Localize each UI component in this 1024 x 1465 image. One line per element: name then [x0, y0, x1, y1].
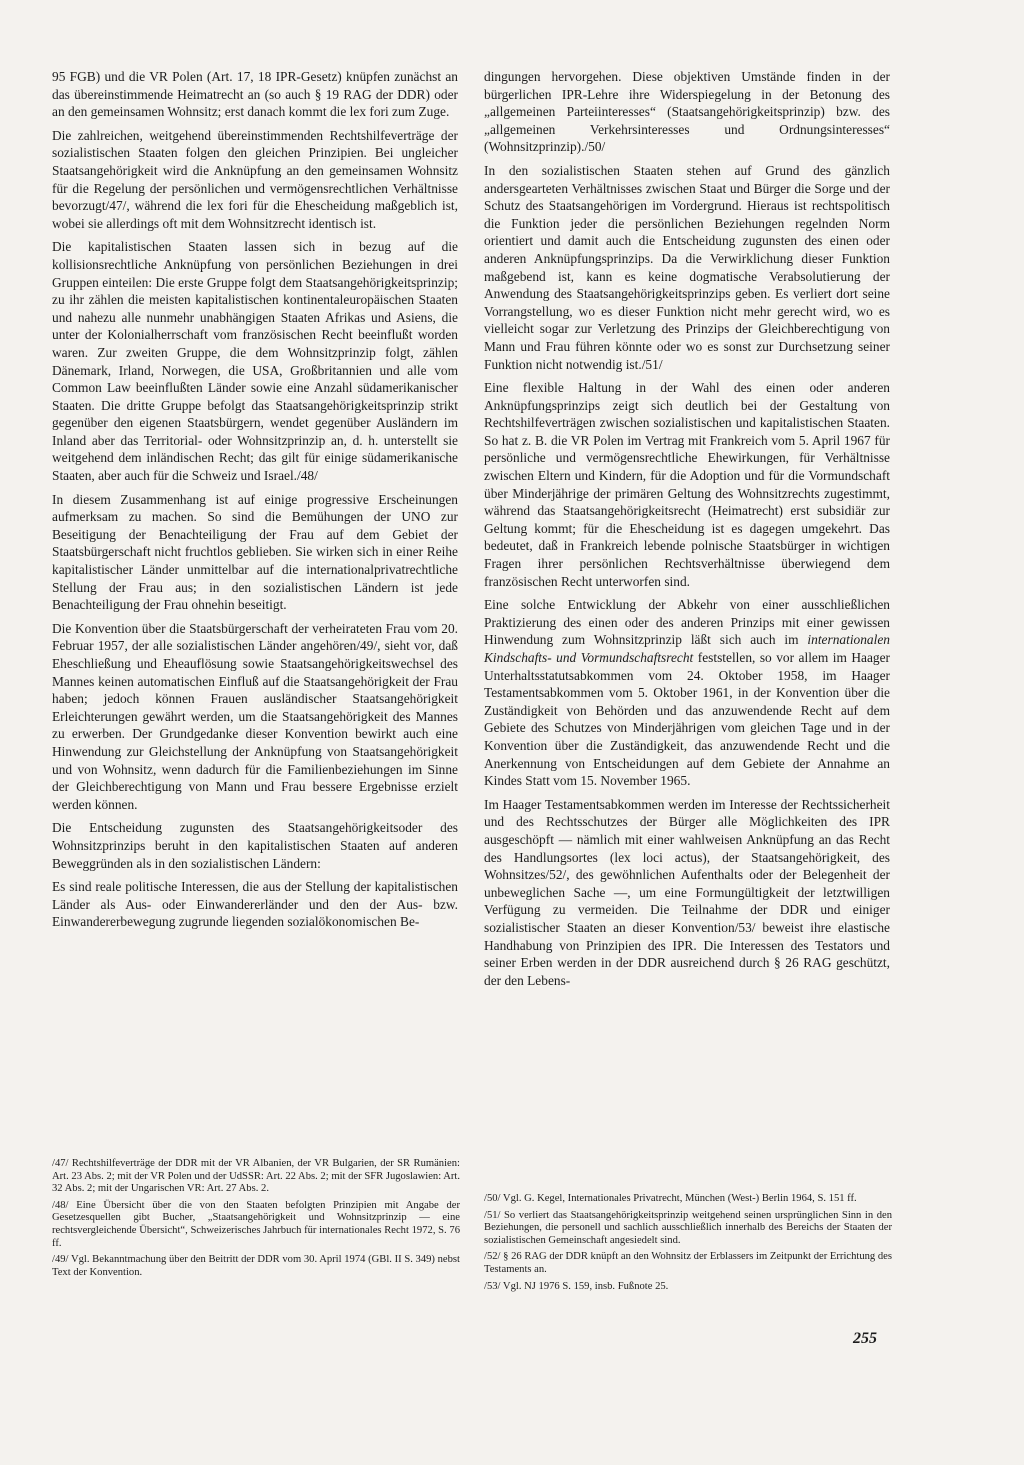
paragraph: Die zahlreichen, weitgehend übereinstimmenden Rechtshilfeverträge der sozialistischen Staaten folgen den gleichen Prinzipien. Bei ungleicher Staatsangehörigkeit wird die Anknüpfung an den gemeinsamen Wohnsitz für die Regelung der persönlichen und vermögensrechtlichen Verhältnisse bevorzugt/47/, während die lex fori für die Ehescheidung maßgeblich ist, wobei sie allerdings oft mit dem Wohnsitzrecht identisch ist. — [52, 127, 458, 231]
paragraph: 95 FGB) und die VR Polen (Art. 17, 18 IPR-Gesetz) knüpfen zunächst an das übereinstimmende Heimatrecht an (so auch § 19 RAG der DDR) oder an den gemeinsamen Wohnsitz; erst danach kommt die lex fori zum Zuge. — [52, 69, 458, 120]
footnote: /49/ Vgl. Bekanntmachung über den Beitritt der DDR vom 30. April 1974 (GBl. II S. 349) nebst Text der Konvention. — [52, 1254, 460, 1278]
paragraph: Die Entscheidung zugunsten des Staatsangehörigkeitsoder des Wohnsitzprinzips beruht in den kapitalistischen Staaten auf anderen Beweggründen als in den sozialistischen Ländern: — [52, 820, 458, 871]
footnote: /50/ Vgl. G. Kegel, Internationales Privatrecht, München (West-) Berlin 1964, S. 151 ff. — [484, 1193, 857, 1204]
footnote: /53/ Vgl. NJ 1976 S. 159, insb. Fußnote 25. — [484, 1280, 669, 1292]
footnote: /47/ Rechtshilfeverträge der DDR mit der VR Albanien, der VR Bulgarien, der SR Rumänien: Art. 23 Abs. 2; mit der VR Polen und der UdSSR: Art. 22 Abs. 2; mit der SFR Jugoslawien: Art. 32 Abs. 2; mit der Ungarischen VR: Art. 27 Abs. 2. — [52, 1158, 460, 1195]
paragraph — [484, 596, 890, 790]
footnote: /52/ § 26 RAG der DDR knüpft an den Wohnsitz der Erblassers im Zeitpunkt der Errichtung des Testaments an. — [484, 1251, 892, 1275]
paragraph: In diesem Zusammenhang ist auf einige progressive Erscheinungen aufmerksam zu machen. So sind die Bemühungen der UNO zur Beseitigung der Benachteiligung der Frau auf dem Gebiet der Staatsbürgerschaft nicht fruchtlos geblieben. Sie wirken sich in einer Reihe kapitalistischer Länder unmittelbar auf die internationalprivatrechtliche Stellung der Frau aus; in den sozialistischen Ländern ist jede Benachteiligung der Frau ohnehin beseitigt. — [52, 491, 458, 613]
paragraph: Die Konvention über die Staatsbürgerschaft der verheirateten Frau vom 20. Februar 1957, der alle sozialistischen Länder angehören/49/, sieht vor, daß Eheschließung und Eheauflösung sowie Staatsangehörigkeitswechsel des Mannes keinen automatischen Einfluß auf die Staatsangehörigkeit der Frau haben; jedoch können Frauen ausländischer Staatsangehörigkeit Erleichterungen gewährt werden, um die Staatsangehörigkeit des Mannes zu erwerben. Der Grundgedanke dieser Konvention bewirkt auch eine Hinwendung zur Gleichstellung der Anknüpfung von Staatsangehörigkeit und von Wohnsitz, wenn dadurch für die Familienbeziehungen im Sinne der Gleichberechtigung von Mann und Frau bessere Ergebnisse erzielt werden können. — [52, 620, 458, 812]
page-number: 255 — [853, 1330, 877, 1347]
left-column — [52, 68, 458, 937]
italic-term: internationalen Kindschafts- und Vormundschaftsrecht — [484, 632, 890, 665]
footnotes-right — [484, 1193, 892, 1297]
paragraph: Eine flexible Haltung in der Wahl des einen oder anderen Anknüpfungsprinzips zeigt sich deutlich bei der Gestaltung von Rechtshilfeverträgen zwischen sozialistischen und kapitalistischen Staaten. So hat z. B. die VR Polen im Vertrag mit Frankreich vom 5. April 1967 für persönliche und vermögensrechtliche Ehewirkungen, für Verhältnisse zwischen Eltern und Kindern, für die Adoption und für die Vormundschaft über Minderjährige der primären Geltung des Wohnsitzrechts zugestimmt, während das Staatsangehörigkeitsrecht (Heimatrecht) erst subsidiär zur Geltung kommt; für die Ehescheidung ist es dagegen umgekehrt. Das bedeutet, daß in Frankreich lebende polnische Staatsbürger in wichtigen Fragen ihrer persönlichen Rechtsverhältnisse überwiegend dem französischen Recht unterworfen sind. — [484, 380, 890, 589]
footnote: /48/ Eine Übersicht über die von den Staaten befolgten Prinzipien mit Angabe der Gesetzesquellen gibt Bucher, „Staatsangehörigkeit und Wohnsitzprinzip — eine rechtsvergleichende Übersicht“, Schweizerisches Jahrbuch für internationales Recht 1972, S. 76 ff. — [52, 1199, 460, 1249]
paragraph-text: feststellen, so vor allem im Haager Unterhaltsstatutsabkommen vom 24. Oktober 1958, im Haager Testamentsabkommen vom 5. Oktober 1961, in der Konvention über die Zuständigkeit von Behörden und das anzuwendende Recht auf dem Gebiete des Schutzes von Minderjährigen vom gleichen Tage und in der Konvention über die Zuständigkeit, das anzuwendende Recht und die Anerkennung von Entscheidungen auf dem Gebiete der Annahme an Kindes Statt vom 15. November 1965. — [484, 650, 890, 789]
footnote: /51/ So verliert das Staatsangehörigkeitsprinzip weitgehend seinen ursprünglichen Sinn in den Beziehungen, die personell und sachlich ausschließlich innerhalb des Bereichs der Staaten der sozialistischen Gemeinschaft angesiedelt sind. — [484, 1209, 892, 1246]
paragraph: dingungen hervorgehen. Diese objektiven Umstände finden in der bürgerlichen IPR-Lehre ihre Widerspiegelung in der Betonung des „allgemeinen Parteiinteresses“ (Staatsangehörigkeitsprinzip) bzw. des „allgemeinen Verkehrsinteresses und Ordnungsinteresses“ (Wohnsitzprinzip)./50/ — [484, 69, 890, 155]
paragraph: Es sind reale politische Interessen, die aus der Stellung der kapitalistischen Länder als Aus- oder Einwandererländer und den der Aus- bzw. Einwandererbewegung zugrunde liegenden sozialökonomischen Be- — [52, 879, 458, 930]
paragraph-text: Eine solche Entwicklung der Abkehr von einer ausschließlichen Praktizierung des einen oder des anderen Prinzips mit einer gewissen Hinwendung zum Wohnsitzprinzip läßt sich auch im — [484, 597, 890, 648]
footnotes-left — [52, 1158, 460, 1283]
paragraph: Im Haager Testamentsabkommen werden im Interesse der Rechtssicherheit und des Rechtsschutzes der Bürger alle Möglichkeiten des IPR ausgeschöpft — nämlich mit einer wahlweisen Anknüpfung an das Recht des Handlungsortes (lex loci actus), der Staatsangehörigkeit, des Wohnsitzes/52/, des gewöhnlichen Aufenthalts oder der Belegenheit der unbeweglichen Sache —, um eine Formungültigkeit der letztwilligen Verfügung zu vermeiden. Die Teilnahme der DDR und einiger sozialistischer Staaten an dieser Konvention/53/ beweist ihre elastische Handhabung von Prinzipien des IPR. Die Interessen des Testators und seiner Erben werden in der DDR ausreichend durch § 26 RAG geschützt, der den Lebens- — [484, 796, 890, 988]
right-column — [484, 68, 890, 995]
paragraph: Die kapitalistischen Staaten lassen sich in bezug auf die kollisionsrechtliche Anknüpfung von persönlichen Beziehungen in drei Gruppen einteilen: Die erste Gruppe folgt dem Staatsangehörigkeitsprinzip; zu ihr zählen die meisten kapitalistischen kontinentaleuropäischen Staaten und nahezu alle nunmehr unabhängigen Staaten Afrikas und Asiens, die unter der Kolonialherrschaft vom französischen Recht beeinflußt worden waren. Zur zweiten Gruppe, die dem Wohnsitzprinzip folgt, zählen Dänemark, Irland, Norwegen, die USA, Großbritannien und alle vom Common Law beeinflußten Länder sowie eine Anzahl südamerikanischer Staaten. Die dritte Gruppe befolgt das Staatsangehörigkeitsprinzip strikt gegenüber den eigenen Staatsbürgern, wendet gegenüber Ausländern im Inland aber das Territorial- oder Wohnsitzprinzip an, d. h. unterstellt sie weitgehend dem inländischen Recht; das gilt für einige südamerikanische Staaten, aber auch für die Schweiz und Israel./48/ — [52, 239, 458, 484]
paragraph: In den sozialistischen Staaten stehen auf Grund des gänzlich andersgearteten Verhältnisses zwischen Staat und Bürger die Sorge und der Schutz des Staatsangehörigen im Vordergrund. Hieraus ist rechtspolitisch die Funktion jeder die persönlichen Beziehungen regelnden Norm orientiert und damit auch die Entscheidung zugunsten des einen oder anderen Anknüpfungsprinzips. Da die Verwirklichung dieser Funktion maßgebend ist, kann es keine dogmatische Verabsolutierung der Anwendung des Staatsangehörigkeitsprinzips geben. Es verliert dort seine Vorrangstellung, wo es dieser Funktion nicht mehr gerecht wird, wo es vielleicht sogar zur Verletzung des Prinzips der Gleichberechtigung von Mann und Frau führen könnte oder wo es sonst zur Durchsetzung seiner Funktion nicht notwendig ist./51/ — [484, 162, 890, 372]
